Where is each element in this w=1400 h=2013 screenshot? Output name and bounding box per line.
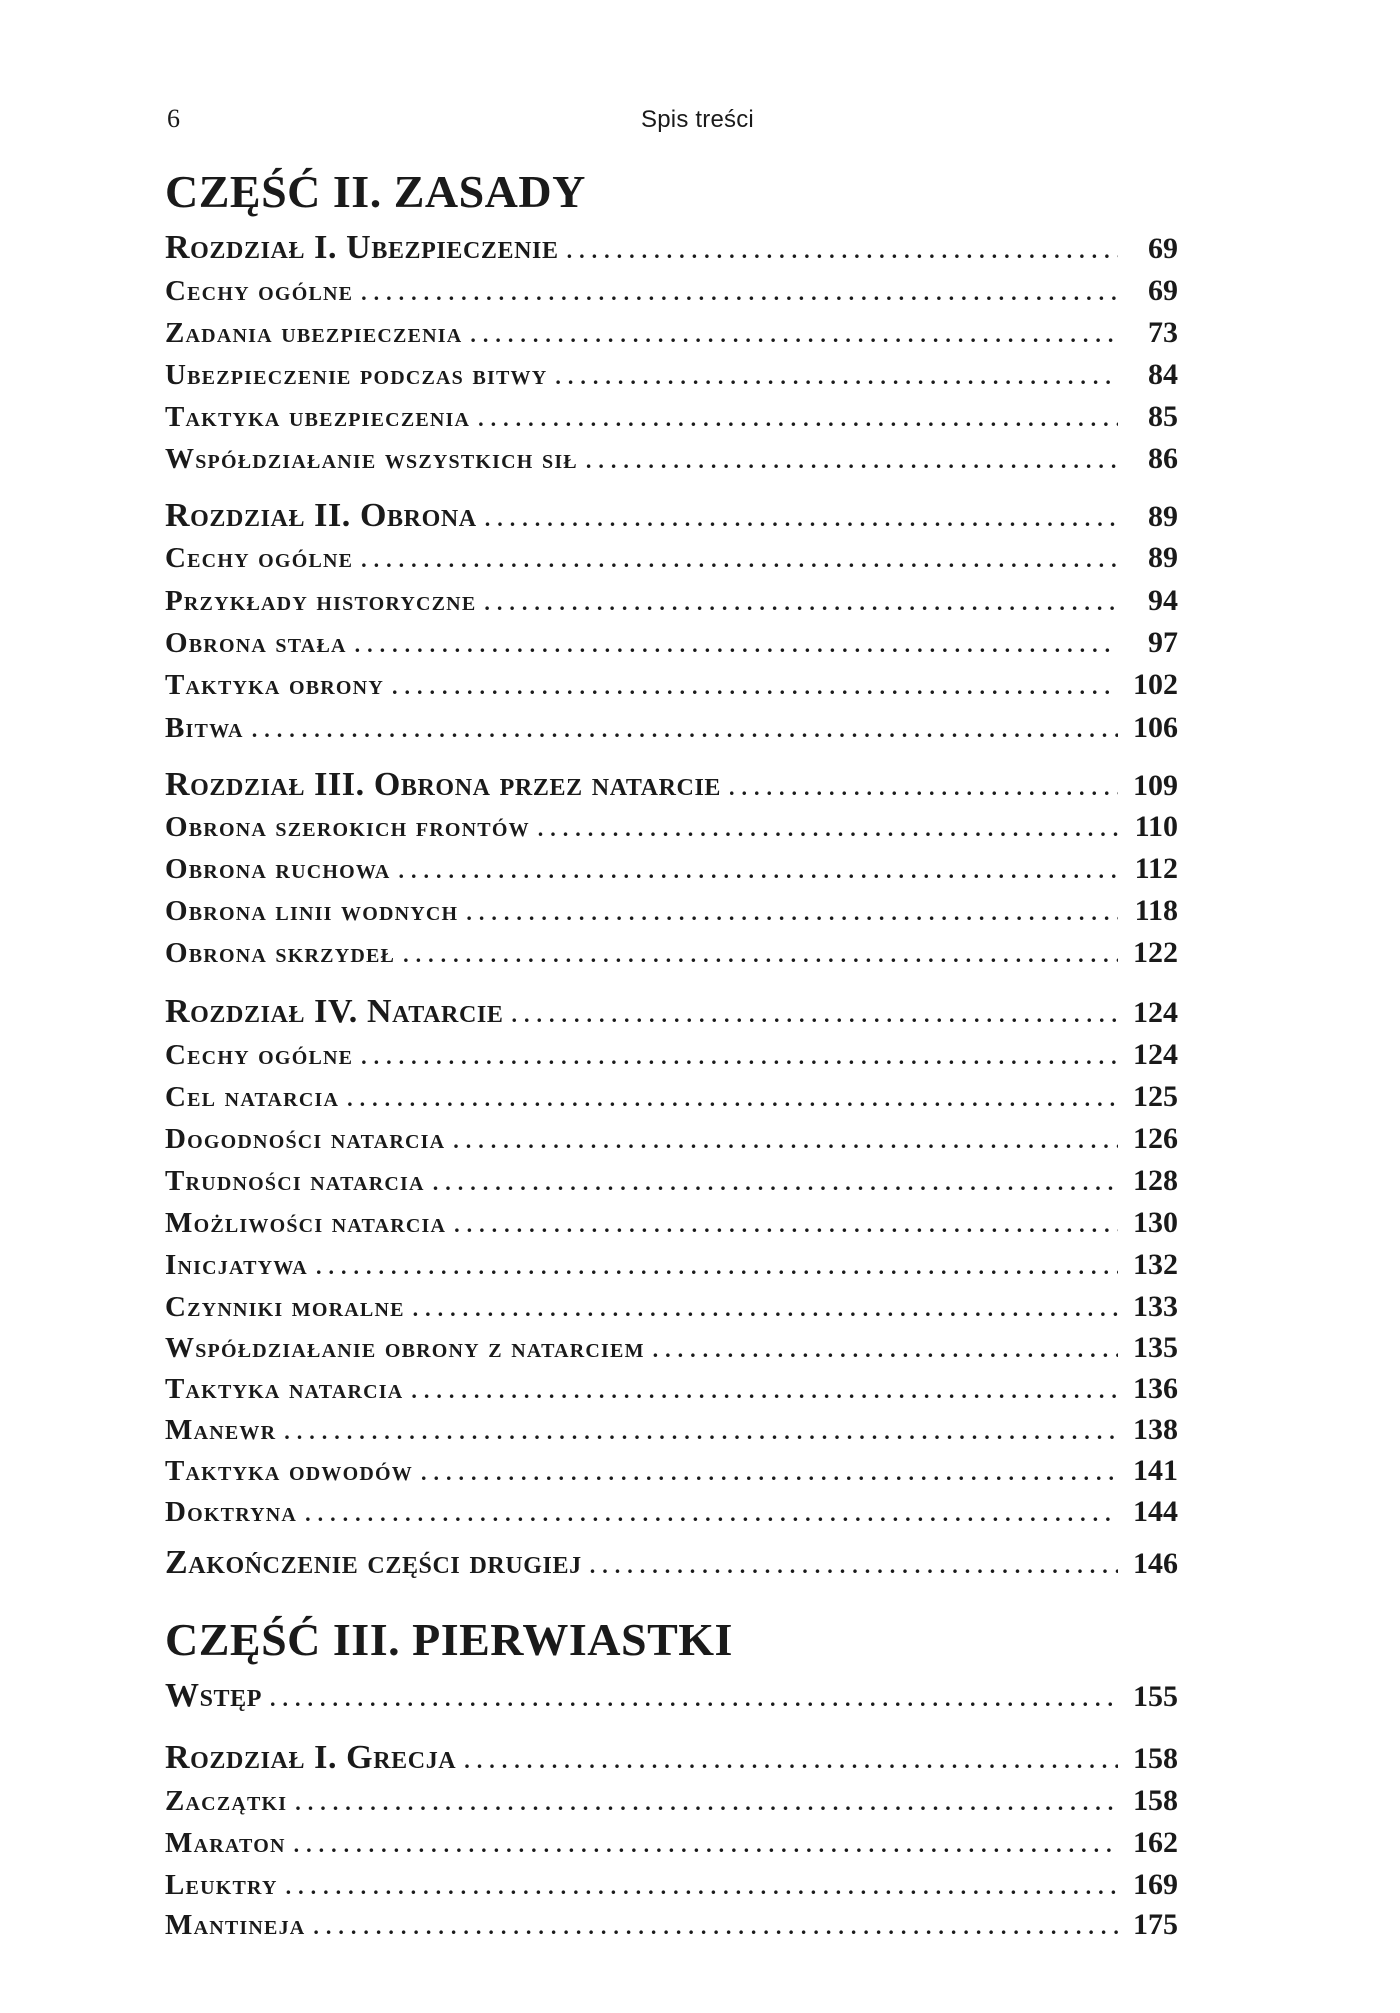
dot-leader <box>405 1296 1118 1322</box>
toc-entry-section[interactable] <box>165 316 1178 356</box>
toc-entry-label: Cel natarcia <box>165 1081 340 1113</box>
toc-entry-label: Taktyka natarcia <box>165 1373 404 1405</box>
toc-page-number: 146 <box>1133 1547 1178 1580</box>
toc-page-number: 97 <box>1148 626 1178 659</box>
dot-leader <box>353 1044 1118 1070</box>
running-header <box>167 104 1178 144</box>
dot-leader <box>276 1419 1118 1445</box>
toc-page-number: 162 <box>1133 1826 1178 1859</box>
toc-page-number: 136 <box>1133 1372 1178 1405</box>
toc-entry-label: Możliwości natarcia <box>165 1207 447 1239</box>
toc-entry-section[interactable] <box>165 358 1178 398</box>
toc-entry-section[interactable] <box>165 1413 1178 1453</box>
toc-entry-section[interactable] <box>165 1868 1178 1908</box>
toc-page-number: 84 <box>1148 358 1178 391</box>
toc-entry-label: Taktyka ubezpieczenia <box>165 401 471 433</box>
toc-page-number: 110 <box>1134 810 1178 843</box>
dot-leader <box>470 406 1118 432</box>
dot-leader <box>721 775 1118 801</box>
toc-entry-section[interactable] <box>165 1038 1178 1078</box>
toc-entry-section[interactable] <box>165 442 1178 482</box>
toc-entry-label: Współdziałanie obrony z natarciem <box>165 1332 645 1364</box>
toc-page-number: 89 <box>1148 500 1178 533</box>
dot-leader <box>384 674 1118 700</box>
toc-page-number: 69 <box>1148 232 1178 265</box>
toc-entry-section[interactable] <box>165 1290 1178 1330</box>
toc-entry-section[interactable] <box>165 711 1178 751</box>
dot-leader <box>305 1914 1118 1940</box>
toc-entry-label: Obrona linii wodnych <box>165 895 459 927</box>
dot-leader <box>582 1553 1118 1579</box>
dot-leader <box>353 280 1118 306</box>
toc-entry-section[interactable] <box>165 936 1178 976</box>
toc-page-number: 112 <box>1134 852 1178 885</box>
dot-leader <box>645 1337 1118 1363</box>
toc-entry-label: Cechy ogólne <box>165 542 354 574</box>
dot-leader <box>403 1378 1118 1404</box>
toc-page-number: 155 <box>1133 1680 1178 1713</box>
toc-entry-section[interactable] <box>165 1080 1178 1120</box>
toc-entry-chapter[interactable] <box>165 229 1178 269</box>
toc-entry-label: Rozdział I. Grecja <box>165 1739 457 1776</box>
toc-entry-section[interactable] <box>165 1908 1178 1948</box>
running-title: Spis treści <box>641 106 754 133</box>
toc-entry-section[interactable] <box>165 668 1178 708</box>
dot-leader <box>262 1686 1118 1712</box>
toc-entry-label: Inicjatywa <box>165 1249 308 1281</box>
toc-page-number: 125 <box>1133 1080 1178 1113</box>
dot-leader <box>456 1748 1118 1774</box>
toc-entry-section[interactable] <box>165 810 1178 850</box>
toc-page-number: 124 <box>1133 996 1178 1029</box>
dot-leader <box>445 1128 1118 1154</box>
toc-entry-label: Obrona ruchowa <box>165 853 391 885</box>
toc-page-number: 89 <box>1148 541 1178 574</box>
toc-entry-label: Przykłady historyczne <box>165 585 477 617</box>
toc-entry-section[interactable] <box>165 626 1178 666</box>
toc-page-number: 138 <box>1133 1413 1178 1446</box>
toc-entry-label: Manewr <box>165 1414 277 1446</box>
toc-entry-label: Taktyka odwodów <box>165 1455 413 1487</box>
dot-leader <box>347 632 1118 658</box>
toc-page-number: 118 <box>1134 894 1178 927</box>
dot-leader <box>391 858 1118 884</box>
toc-entry-label: Obrona skrzydeł <box>165 937 396 969</box>
toc-page-number: 122 <box>1133 936 1178 969</box>
toc-page-number: 132 <box>1133 1248 1178 1281</box>
toc-page-number: 144 <box>1133 1495 1178 1528</box>
dot-leader <box>578 448 1118 474</box>
toc-entry-label: Cechy ogólne <box>165 275 354 307</box>
toc-entry-chapter[interactable] <box>165 1677 1178 1717</box>
toc-entry-label: Dogodności natarcia <box>165 1123 446 1155</box>
toc-entry-label: Czynniki moralne <box>165 1291 405 1323</box>
toc-page-number: 128 <box>1133 1164 1178 1197</box>
toc-entry-label: Obrona szerokich frontów <box>165 811 530 843</box>
toc-entry-label: Leuktry <box>165 1869 278 1901</box>
toc-entry-section[interactable] <box>165 1372 1178 1412</box>
toc-page-number: 94 <box>1148 584 1178 617</box>
toc-entry-label: Zadania ubezpieczenia <box>165 317 463 349</box>
toc-entry-chapter[interactable] <box>165 497 1178 537</box>
toc-entry-section[interactable] <box>165 1826 1178 1866</box>
dot-leader <box>559 238 1118 264</box>
dot-leader <box>462 322 1118 348</box>
toc-page-number: 106 <box>1133 711 1178 744</box>
dot-leader <box>477 506 1118 532</box>
toc-entry-label: Trudności natarcia <box>165 1165 425 1197</box>
toc-entry-section[interactable] <box>165 584 1178 624</box>
dot-leader <box>458 900 1118 926</box>
toc-entry-label: Współdziałanie wszystkich sił <box>165 443 578 475</box>
dot-leader <box>244 717 1118 743</box>
toc-entry-section[interactable] <box>165 1248 1178 1288</box>
toc-entry-label: Taktyka obrony <box>165 669 384 701</box>
toc-entry-section[interactable] <box>165 541 1178 581</box>
toc-page-number: 109 <box>1133 769 1178 802</box>
dot-leader <box>395 942 1118 968</box>
toc-page-number: 86 <box>1148 442 1178 475</box>
toc-entry-label: Rozdział IV. Natarcie <box>165 993 504 1030</box>
dot-leader <box>476 590 1118 616</box>
part-title: CZĘŚĆ II. ZASADY <box>165 166 586 217</box>
toc-entry-label: Zakończenie części drugiej <box>165 1544 582 1581</box>
dot-leader <box>413 1460 1118 1486</box>
dot-leader <box>547 364 1118 390</box>
toc-page-number: 169 <box>1133 1868 1178 1901</box>
toc-entry-label: Rozdział III. Obrona przez natarcie <box>165 766 722 803</box>
toc-entry-label: Doktryna <box>165 1496 298 1528</box>
dot-leader <box>297 1501 1118 1527</box>
toc-page-number: 135 <box>1133 1331 1178 1364</box>
toc-page-number: 141 <box>1133 1454 1178 1487</box>
toc-page-number: 130 <box>1133 1206 1178 1239</box>
toc-entry-chapter[interactable] <box>165 766 1178 806</box>
toc-entry-section[interactable] <box>165 894 1178 934</box>
toc-entry-label: Rozdział II. Obrona <box>165 497 477 534</box>
dot-leader <box>308 1254 1118 1280</box>
toc-entry-section[interactable] <box>165 1331 1178 1371</box>
toc-page-number: 102 <box>1133 668 1178 701</box>
toc-page-number: 158 <box>1133 1742 1178 1775</box>
toc-entry-label: Maraton <box>165 1827 286 1859</box>
toc-entry-section[interactable] <box>165 1122 1178 1162</box>
toc-page-number: 126 <box>1133 1122 1178 1155</box>
toc-entry-chapter[interactable] <box>165 1544 1178 1584</box>
toc-entry-chapter[interactable] <box>165 1739 1178 1779</box>
toc-entry-section[interactable] <box>165 1495 1178 1535</box>
dot-leader <box>446 1212 1118 1238</box>
dot-leader <box>278 1874 1118 1900</box>
toc-entry-section[interactable] <box>165 1454 1178 1494</box>
part-title: CZĘŚĆ III. PIERWIASTKI <box>165 1614 733 1665</box>
dot-leader <box>286 1832 1118 1858</box>
page-number: 6 <box>167 104 180 133</box>
toc-entry-section[interactable] <box>165 1206 1178 1246</box>
dot-leader <box>353 547 1118 573</box>
toc-entry-label: Mantineja <box>165 1909 306 1941</box>
toc-entry-section[interactable] <box>165 1164 1178 1204</box>
toc-entry-section[interactable] <box>165 852 1178 892</box>
toc-entry-chapter[interactable] <box>165 993 1178 1033</box>
toc-page-number: 85 <box>1148 400 1178 433</box>
toc-entry-label: Wstęp <box>165 1677 263 1714</box>
toc-entry-label: Bitwa <box>165 712 244 744</box>
toc-entry-section[interactable] <box>165 400 1178 440</box>
toc-page-number: 133 <box>1133 1290 1178 1323</box>
dot-leader <box>287 1790 1118 1816</box>
toc-page-number: 73 <box>1148 316 1178 349</box>
toc-entry-section[interactable] <box>165 1784 1178 1824</box>
toc-entry-label: Zaczątki <box>165 1785 288 1817</box>
toc-entry-label: Obrona stała <box>165 627 347 659</box>
toc-page-number: 175 <box>1133 1908 1178 1941</box>
toc-page-number: 158 <box>1133 1784 1178 1817</box>
toc-page-number: 124 <box>1133 1038 1178 1071</box>
toc-page-number: 69 <box>1148 274 1178 307</box>
dot-leader <box>530 816 1118 842</box>
dot-leader <box>503 1002 1118 1028</box>
dot-leader <box>339 1086 1118 1112</box>
toc-entry-label: Rozdział I. Ubezpieczenie <box>165 229 559 266</box>
toc-entry-label: Cechy ogólne <box>165 1039 354 1071</box>
dot-leader <box>425 1170 1118 1196</box>
toc-entry-label: Ubezpieczenie podczas bitwy <box>165 359 548 391</box>
toc-entry-section[interactable] <box>165 274 1178 314</box>
